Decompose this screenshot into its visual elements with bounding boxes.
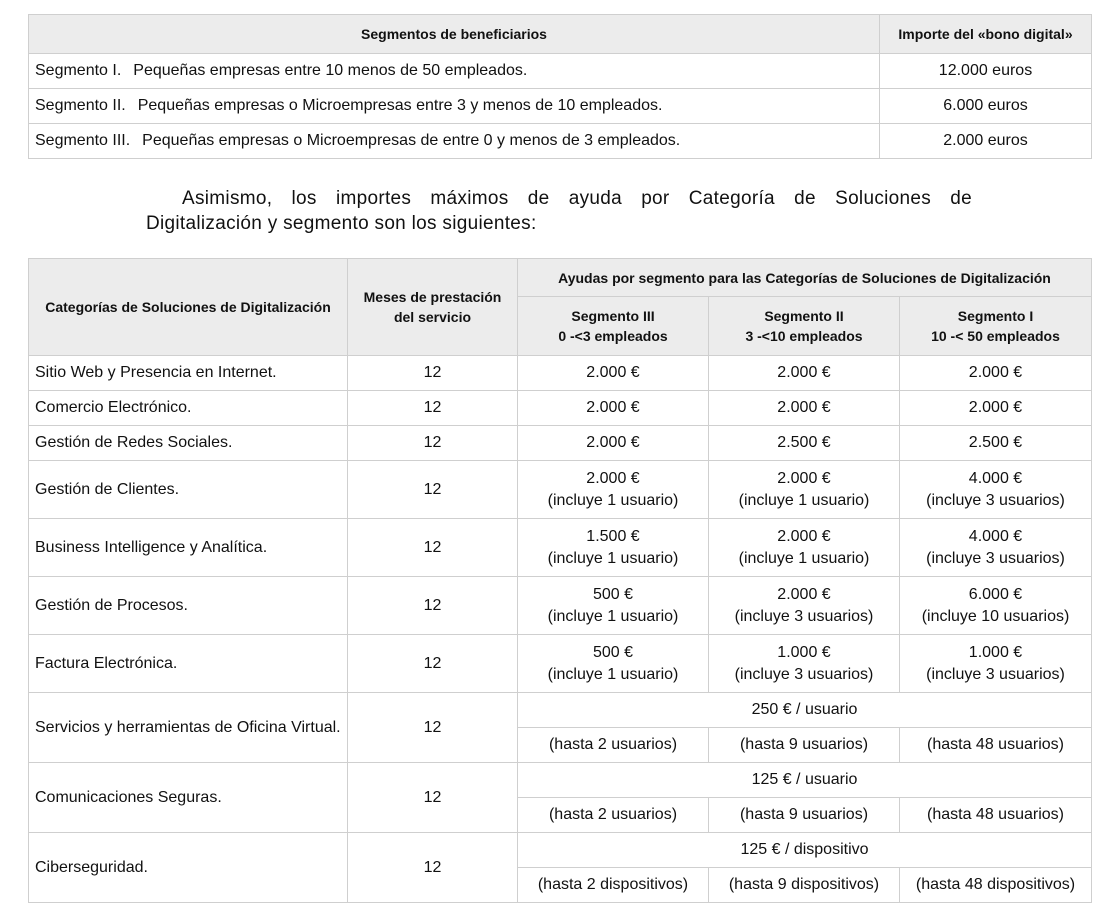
category-cell: Comunicaciones Seguras. <box>29 763 348 833</box>
amount: 500 € <box>592 643 634 661</box>
segment-i-cell: (hasta 48 dispositivos) <box>900 868 1092 903</box>
table-row <box>29 124 1092 159</box>
segment-i-name: Segmento I <box>957 308 1034 324</box>
table-row <box>29 833 1092 868</box>
table-row <box>29 577 1092 635</box>
segment-iii-cell: (hasta 2 dispositivos) <box>518 868 709 903</box>
segment-i-header <box>900 297 1092 356</box>
amount: 2.000 € <box>777 585 831 603</box>
table-row <box>29 635 1092 693</box>
amount-cell: 2.000 euros <box>880 124 1092 159</box>
segment-iii-cell <box>518 461 709 519</box>
segment-iii-cell: 2.000 € <box>518 356 709 391</box>
months-cell: 12 <box>348 577 518 635</box>
amount-header: Importe del «bono digital» <box>880 15 1092 54</box>
amount-note: (incluye 1 usuario) <box>547 607 679 625</box>
table-row <box>29 391 1092 426</box>
months-cell: 12 <box>348 391 518 426</box>
segment-i-cell <box>900 519 1092 577</box>
table-row <box>29 519 1092 577</box>
table-row <box>29 89 1092 124</box>
segment-i-cell <box>900 461 1092 519</box>
segment-i-cell <box>900 577 1092 635</box>
months-header-line-2: del servicio <box>393 309 472 325</box>
segment-ii-cell: (hasta 9 dispositivos) <box>709 868 900 903</box>
segment-ii-cell <box>709 577 900 635</box>
amount-note: (incluye 3 usuarios) <box>926 491 1065 509</box>
table-row <box>29 54 1092 89</box>
paragraph-line-2: Digitalización y segmento son los siguientes: <box>146 213 537 234</box>
segments-header: Segmentos de beneficiarios <box>29 15 880 54</box>
amount-note: (incluye 10 usuarios) <box>921 607 1070 625</box>
segments-group-header: Ayudas por segmento para las Categorías de Soluciones de Digitalización <box>518 259 1092 297</box>
segment-cell <box>29 124 880 159</box>
segment-ii-cell <box>709 461 900 519</box>
category-cell: Sitio Web y Presencia en Internet. <box>29 356 348 391</box>
unit-price-cell: 125 € / usuario <box>518 763 1092 798</box>
months-cell: 12 <box>348 833 518 903</box>
segment-name: Segmento II. <box>35 97 126 114</box>
segment-i-cell: 2.500 € <box>900 426 1092 461</box>
amount: 1.500 € <box>586 527 640 545</box>
segment-description: Pequeñas empresas o Microempresas entre 3 y menos de 10 empleados. <box>137 97 663 114</box>
aid-amounts-table <box>28 258 1092 903</box>
segment-i-range: 10 -< 50 empleados <box>931 328 1060 344</box>
category-cell: Servicios y herramientas de Oficina Virtual. <box>29 693 348 763</box>
segment-iii-cell: 2.000 € <box>518 391 709 426</box>
segment-iii-cell <box>518 519 709 577</box>
months-cell: 12 <box>348 356 518 391</box>
segment-iii-cell: (hasta 2 usuarios) <box>518 798 709 833</box>
category-cell: Ciberseguridad. <box>29 833 348 903</box>
categories-header: Categorías de Soluciones de Digitalización <box>29 259 348 356</box>
amount: 4.000 € <box>968 527 1023 545</box>
segment-i-cell <box>900 635 1092 693</box>
segment-iii-cell: (hasta 2 usuarios) <box>518 728 709 763</box>
amount-note: (incluye 3 usuarios) <box>926 549 1065 567</box>
segment-iii-name: Segmento III <box>571 308 655 324</box>
table-row <box>29 356 1092 391</box>
segment-i-cell: 2.000 € <box>900 356 1092 391</box>
segment-description: Pequeñas empresas entre 10 menos de 50 empleados. <box>133 62 528 79</box>
category-cell: Comercio Electrónico. <box>29 391 348 426</box>
category-cell: Gestión de Clientes. <box>29 461 348 519</box>
amount: 2.000 € <box>586 469 640 487</box>
amount: 500 € <box>592 585 634 603</box>
amount-cell: 6.000 euros <box>880 89 1092 124</box>
segment-i-cell: (hasta 48 usuarios) <box>900 798 1092 833</box>
unit-price-cell: 125 € / dispositivo <box>518 833 1092 868</box>
months-cell: 12 <box>348 461 518 519</box>
amount-note: (incluye 3 usuarios) <box>734 607 874 625</box>
amount-cell: 12.000 euros <box>880 54 1092 89</box>
amount-note: (incluye 1 usuario) <box>738 549 870 567</box>
amount: 1.000 € <box>777 643 831 661</box>
amount: 4.000 € <box>968 469 1023 487</box>
amount-note: (incluye 1 usuario) <box>547 665 679 683</box>
months-cell: 12 <box>348 693 518 763</box>
segment-ii-cell: (hasta 9 usuarios) <box>709 798 900 833</box>
table-row <box>29 461 1092 519</box>
segment-ii-cell <box>709 635 900 693</box>
months-header-line-1: Meses de prestación <box>363 289 502 305</box>
segment-name: Segmento I. <box>35 62 122 79</box>
segment-iii-cell: 2.000 € <box>518 426 709 461</box>
segment-name: Segmento III. <box>35 132 131 149</box>
segment-iii-cell <box>518 635 709 693</box>
table-row <box>29 693 1092 728</box>
table-row <box>29 763 1092 798</box>
segment-ii-cell: (hasta 9 usuarios) <box>709 728 900 763</box>
table-header-row <box>29 15 1092 54</box>
segment-cell <box>29 54 880 89</box>
segment-cell <box>29 89 880 124</box>
months-header <box>348 259 518 356</box>
amount: 2.000 € <box>777 527 831 545</box>
category-cell: Business Intelligence y Analítica. <box>29 519 348 577</box>
unit-price-cell: 250 € / usuario <box>518 693 1092 728</box>
months-cell: 12 <box>348 635 518 693</box>
amount: 2.000 € <box>777 469 831 487</box>
months-cell: 12 <box>348 426 518 461</box>
amount-note: (incluye 3 usuarios) <box>734 665 874 683</box>
segment-ii-name: Segmento II <box>764 308 844 324</box>
intro-paragraph <box>146 186 972 236</box>
months-cell: 12 <box>348 519 518 577</box>
amount-note: (incluye 1 usuario) <box>547 491 679 509</box>
segment-iii-cell <box>518 577 709 635</box>
category-cell: Gestión de Procesos. <box>29 577 348 635</box>
segment-description: Pequeñas empresas o Microempresas de entre 0 y menos de 3 empleados. <box>142 132 681 149</box>
paragraph-line-1: Asimismo, los importes máximos de ayuda por Categoría de Soluciones de <box>182 188 972 209</box>
table-row <box>29 426 1092 461</box>
amount-note: (incluye 1 usuario) <box>547 549 679 567</box>
segment-i-cell: (hasta 48 usuarios) <box>900 728 1092 763</box>
segment-ii-cell: 2.500 € <box>709 426 900 461</box>
table-header-row <box>29 259 1092 297</box>
segment-ii-header <box>709 297 900 356</box>
segment-ii-range: 3 -<10 empleados <box>745 328 863 344</box>
beneficiary-segments-table <box>28 14 1092 159</box>
segment-iii-header <box>518 297 709 356</box>
segment-ii-cell: 2.000 € <box>709 391 900 426</box>
months-cell: 12 <box>348 763 518 833</box>
amount-note: (incluye 1 usuario) <box>738 491 870 509</box>
segment-ii-cell: 2.000 € <box>709 356 900 391</box>
category-cell: Factura Electrónica. <box>29 635 348 693</box>
segment-i-cell: 2.000 € <box>900 391 1092 426</box>
amount-note: (incluye 3 usuarios) <box>926 665 1065 683</box>
segment-ii-cell <box>709 519 900 577</box>
amount: 6.000 € <box>968 585 1023 603</box>
segment-iii-range: 0 -<3 empleados <box>558 328 668 344</box>
amount: 1.000 € <box>968 643 1023 661</box>
category-cell: Gestión de Redes Sociales. <box>29 426 348 461</box>
